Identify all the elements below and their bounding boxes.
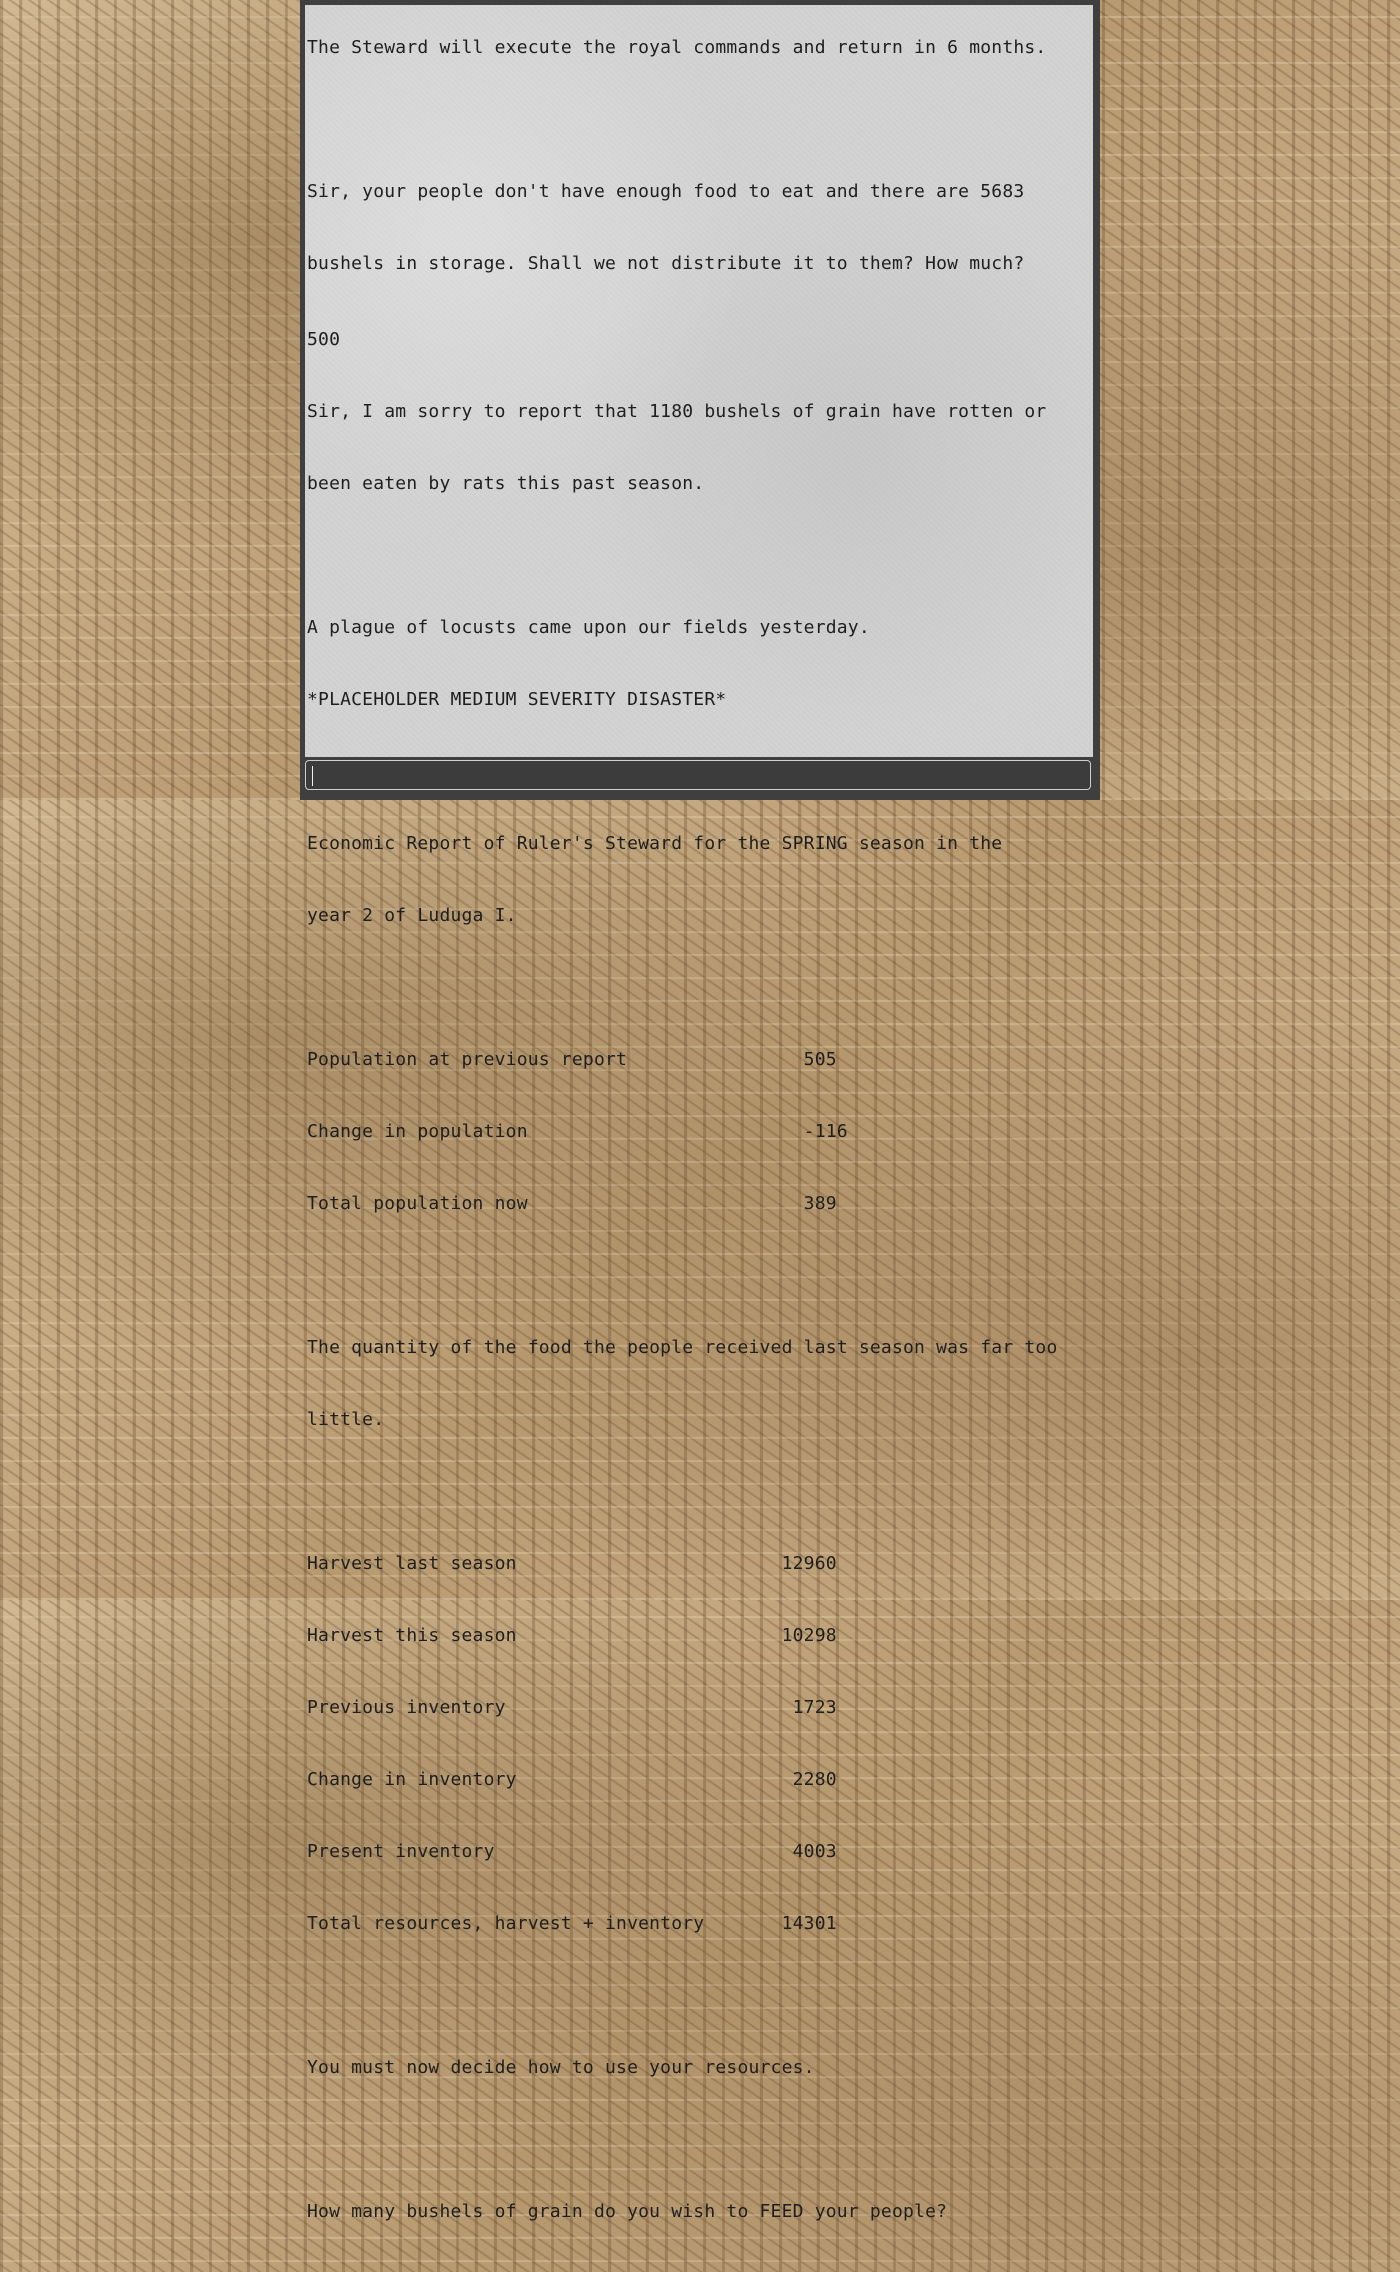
report-row-total-resources: Total resources, harvest + inventory 14301 [307, 1913, 837, 1934]
console-line [307, 1480, 1087, 1504]
console-line: *PLACEHOLDER MEDIUM SEVERITY DISASTER* [307, 689, 727, 710]
console-line: The Steward will execute the royal commands and return in 6 months. [307, 37, 1047, 58]
text-caret [312, 766, 313, 786]
report-row-inventory-previous: Previous inventory 1723 [307, 1697, 837, 1718]
command-input[interactable] [306, 761, 1090, 789]
report-row-inventory-change: Change in inventory 2280 [307, 1769, 837, 1790]
console-line [307, 1264, 1087, 1288]
console-line-input-echo: 500 [307, 329, 341, 350]
console-output-text [307, 0, 1087, 2272]
console-line: year 2 of Luduga I. [307, 905, 517, 926]
console-line: bushels in storage. Shall we not distribute it to them? How much? [307, 253, 1025, 274]
console-line: little. [307, 1409, 385, 1430]
console-line [307, 544, 1087, 568]
report-row-harvest-last: Harvest last season 12960 [307, 1553, 837, 1574]
report-row-population-total: Total population now 389 [307, 1193, 837, 1214]
console-line: A plague of locusts came upon our fields yesterday. [307, 617, 870, 638]
console-line [307, 2128, 1087, 2152]
game-console [300, 0, 1100, 2222]
report-row-harvest-this: Harvest this season 10298 [307, 1625, 837, 1646]
cuneiform-background-right [1100, 0, 1400, 800]
cuneiform-background-left [0, 0, 300, 800]
console-line: You must now decide how to use your resources. [307, 2057, 815, 2078]
console-line: Sir, your people don't have enough food to eat and there are 5683 [307, 181, 1025, 202]
report-row-inventory-present: Present inventory 4003 [307, 1841, 837, 1862]
report-row-population-previous: Population at previous report 505 [307, 1049, 837, 1070]
report-row-population-change: Change in population -116 [307, 1121, 848, 1142]
console-line [307, 1984, 1087, 2008]
console-line: Economic Report of Ruler's Steward for the SPRING season in the [307, 833, 1003, 854]
console-line: The quantity of the food the people received last season was far too [307, 1337, 1058, 1358]
console-line [307, 108, 1087, 132]
console-line: Sir, I am sorry to report that 1180 bushels of grain have rotten or [307, 401, 1047, 422]
console-output-panel[interactable] [305, 5, 1093, 2222]
console-line [307, 976, 1087, 1000]
console-prompt: How many bushels of grain do you wish to FEED your people? [307, 2201, 948, 2222]
command-input-bar[interactable] [305, 760, 1091, 790]
console-line: been eaten by rats this past season. [307, 473, 705, 494]
